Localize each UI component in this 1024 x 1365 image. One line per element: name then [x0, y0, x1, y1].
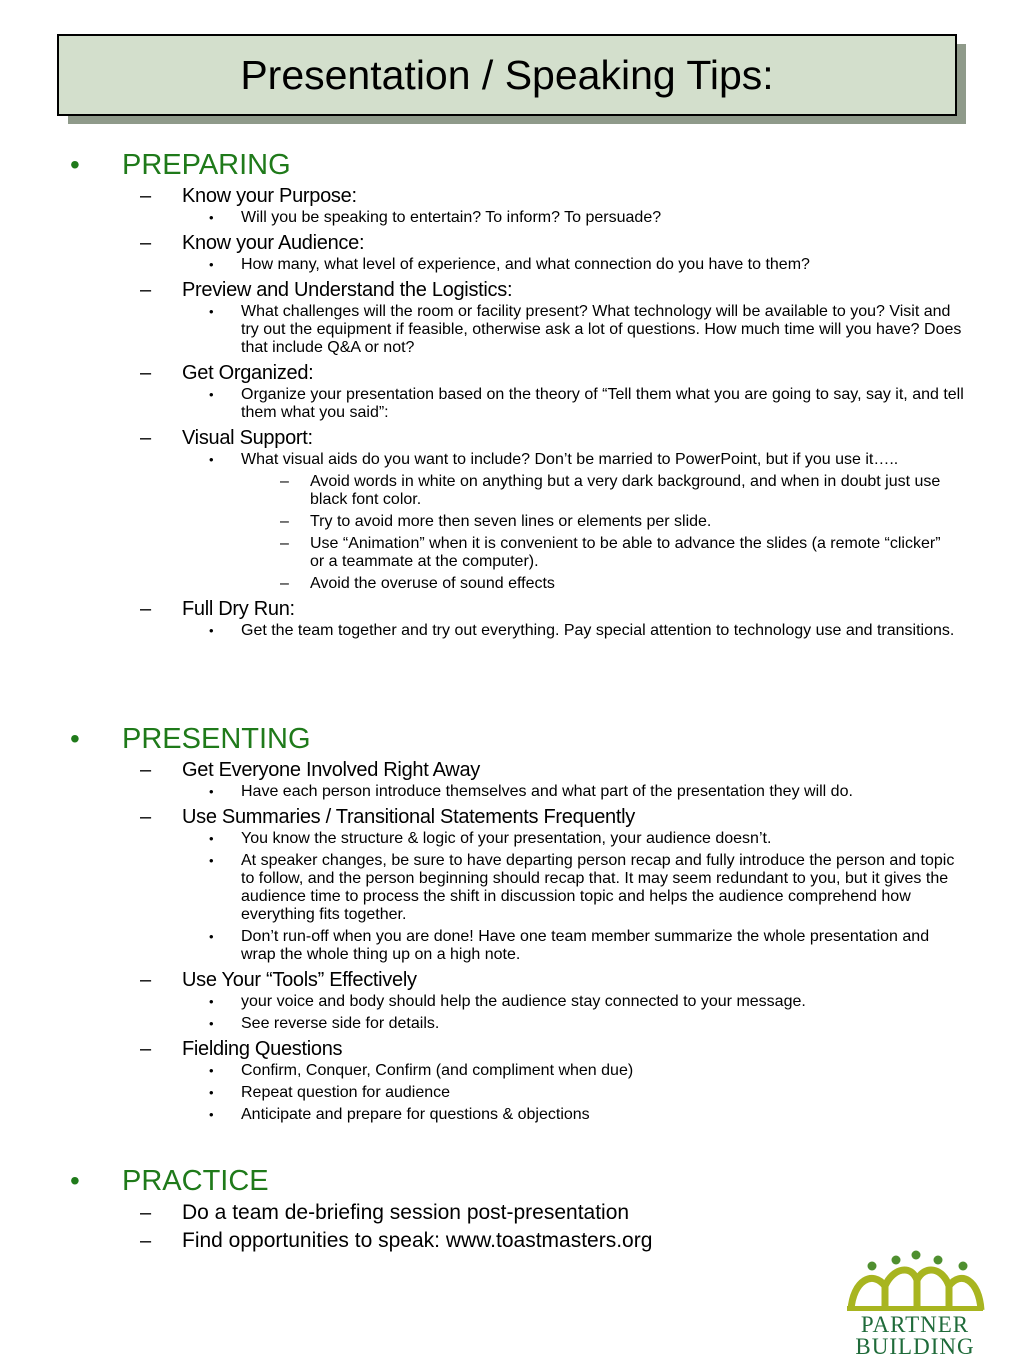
subheading-title: Visual Support: — [182, 427, 313, 449]
sub-point-text: Avoid the overuse of sound effects — [310, 575, 555, 592]
subheading-title: Full Dry Run: — [182, 598, 295, 620]
section-heading — [0, 722, 1024, 756]
subheading-item — [0, 426, 1024, 450]
bullet-marker: • — [209, 623, 214, 638]
dash-marker: – — [280, 575, 289, 592]
section-bullet: • — [70, 1165, 80, 1196]
title-box — [57, 34, 957, 116]
bullet-marker: • — [209, 1085, 214, 1100]
bullet-marker: • — [209, 831, 214, 846]
dash-marker: – — [140, 1202, 152, 1224]
sub-point — [280, 513, 950, 531]
dash-marker: – — [140, 185, 152, 207]
bullet-text: Repeat question for audience — [241, 1084, 451, 1101]
subheading-item — [0, 805, 1024, 829]
bullet-text: Will you be speaking to entertain? To inform? To persuade? — [241, 209, 662, 226]
partner-building-logo — [845, 1250, 985, 1360]
subheading-item — [0, 1037, 1024, 1061]
logo-text-line2: BUILDING — [855, 1334, 975, 1359]
bullet-point — [209, 303, 966, 357]
subheading-title: Use Your “Tools” Effectively — [182, 969, 417, 991]
subheading-title: Know your Purpose: — [182, 185, 357, 207]
section-heading — [0, 1164, 1024, 1198]
bullet-point — [209, 256, 966, 274]
dash-marker: – — [140, 806, 152, 828]
bullet-point — [209, 1015, 966, 1033]
bullet-marker: • — [209, 257, 214, 272]
dash-marker: – — [140, 1038, 152, 1060]
bullet-marker: • — [209, 994, 214, 1009]
sub-point — [280, 535, 950, 571]
subheading-item — [0, 597, 1024, 621]
sub-point — [280, 473, 950, 509]
bullet-text: Confirm, Conquer, Confirm (and compliment when due) — [241, 1062, 634, 1079]
subheading-item — [0, 1201, 1024, 1225]
bullet-text: Have each person introduce themselves and what part of the presentation they will do. — [241, 783, 853, 800]
bullet-point — [209, 830, 966, 848]
bullet-text: Organize your presentation based on the theory of “Tell them what you are going to say, say it, and tell them what you said”: — [241, 386, 964, 421]
subheading-title: Get Organized: — [182, 362, 314, 384]
dash-marker: – — [140, 427, 152, 449]
bullet-point — [209, 622, 966, 640]
subheading-title: Use Summaries / Transitional Statements Frequently — [182, 806, 635, 828]
bullet-marker: • — [209, 452, 214, 467]
bullet-marker: • — [209, 304, 214, 319]
dash-marker: – — [140, 759, 152, 781]
bullet-text: Don’t run-off when you are done! Have one team member summarize the whole presentation and wrap the whole thing up on a high note. — [241, 928, 930, 963]
sub-point-text: Avoid words in white on anything but a very dark background, and when in doubt just use black font color. — [310, 473, 941, 508]
sub-point-text: Use “Animation” when it is convenient to be able to advance the slides (a remote “clicker” or a teammate at the computer). — [310, 535, 941, 570]
page-title: Presentation / Speaking Tips: — [240, 51, 774, 98]
subheading-title: Get Everyone Involved Right Away — [182, 759, 480, 781]
bullet-point — [209, 993, 966, 1011]
logo-text-line1: PARTNER — [860, 1312, 970, 1337]
bullet-point — [209, 852, 966, 924]
subheading-item — [0, 184, 1024, 208]
bullet-text: What challenges will the room or facility present? What technology will be available to you? Visit and try out the equipment if feasible, otherwise ask a lot of questions. How much time will you have? Does that include Q&A or not? — [241, 303, 962, 356]
bullet-point — [209, 1062, 966, 1080]
bullet-point — [209, 451, 966, 469]
bullet-marker: • — [209, 784, 214, 799]
sub-point — [280, 575, 950, 593]
bullet-marker: • — [209, 387, 214, 402]
bullet-text: your voice and body should help the audience stay connected to your message. — [241, 993, 806, 1010]
subheading-item — [0, 231, 1024, 255]
section-heading — [0, 148, 1024, 182]
section-preparing — [0, 148, 1024, 644]
bullet-point — [209, 1106, 966, 1124]
subheading-title: Know your Audience: — [182, 232, 365, 254]
bullet-text: Get the team together and try out everything. Pay special attention to technology use and transitions. — [241, 622, 955, 639]
dash-marker: – — [140, 1230, 152, 1252]
subheading-item — [0, 758, 1024, 782]
bullet-text: Anticipate and prepare for questions & objections — [241, 1106, 590, 1123]
dash-marker: – — [140, 362, 152, 384]
subheading-title: Do a team de-briefing session post-presentation — [182, 1201, 630, 1224]
section-practice — [0, 1164, 1024, 1253]
section-title: PREPARING — [122, 149, 291, 181]
subheading-title: Find opportunities to speak: www.toastmasters.org — [182, 1229, 653, 1252]
section-title: PRACTICE — [122, 1165, 269, 1197]
bullet-marker: • — [209, 1107, 214, 1122]
dash-marker: – — [280, 473, 289, 490]
bullet-text: At speaker changes, be sure to have departing person recap and fully introduce the person and topic to follow, and the person beginning should recap that. It may seem redundant to you, but it gives the audience time to process the shift in discussion topic and helps the audience comprehend how everything fits together. — [241, 852, 955, 923]
bullet-marker: • — [209, 1016, 214, 1031]
sub-point-text: Try to avoid more then seven lines or elements per slide. — [310, 513, 712, 530]
bullet-point — [209, 386, 966, 422]
subheading-title: Fielding Questions — [182, 1038, 343, 1060]
dash-marker: – — [140, 969, 152, 991]
subheading-item — [0, 361, 1024, 385]
subheading-title: Preview and Understand the Logistics: — [182, 279, 513, 301]
bullet-text: What visual aids do you want to include? Don’t be married to PowerPoint, but if you use it….. — [241, 451, 899, 468]
logo-arches-graphic — [845, 1250, 985, 1312]
bullet-marker: • — [209, 210, 214, 225]
bullet-text: How many, what level of experience, and what connection do you have to them? — [241, 256, 810, 273]
section-bullet: • — [70, 723, 80, 754]
bullet-point — [209, 928, 966, 964]
bullet-text: See reverse side for details. — [241, 1015, 440, 1032]
subheading-item — [0, 968, 1024, 992]
bullet-point — [209, 209, 966, 227]
dash-marker: – — [140, 232, 152, 254]
dash-marker: – — [280, 535, 289, 552]
bullet-point — [209, 783, 966, 801]
bullet-marker: • — [209, 1063, 214, 1078]
bullet-marker: • — [209, 929, 214, 944]
section-title: PRESENTING — [122, 723, 311, 755]
section-presenting — [0, 722, 1024, 1128]
dash-marker: – — [140, 279, 152, 301]
dash-marker: – — [280, 513, 289, 530]
bullet-marker: • — [209, 853, 214, 868]
dash-marker: – — [140, 598, 152, 620]
section-bullet: • — [70, 149, 80, 180]
bullet-text: You know the structure & logic of your presentation, your audience doesn’t. — [241, 830, 772, 847]
bullet-point — [209, 1084, 966, 1102]
subheading-item — [0, 278, 1024, 302]
